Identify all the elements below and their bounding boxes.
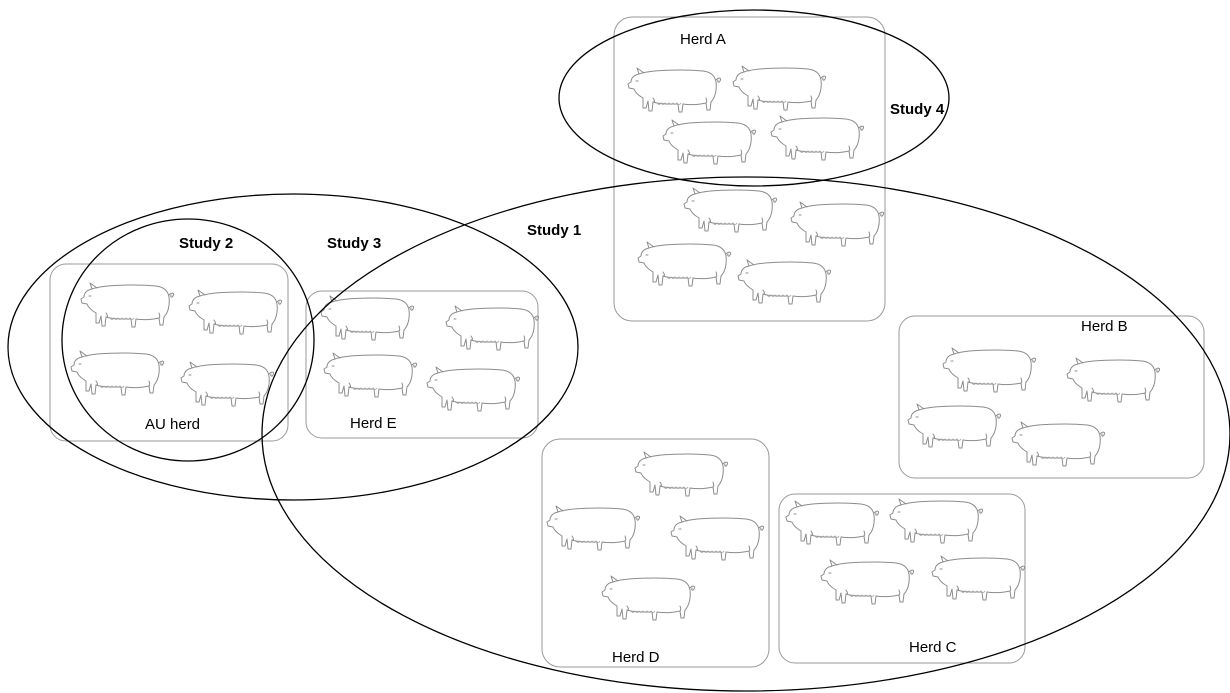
herd-a-label: Herd A (680, 31, 726, 48)
herd-d (542, 439, 769, 667)
pig-icon (71, 351, 164, 395)
herd-b-box (899, 316, 1204, 478)
pig-icon (427, 367, 520, 411)
pig-icon (771, 116, 864, 160)
herd-e (306, 291, 539, 438)
study-1-label: Study 1 (527, 222, 582, 239)
pig-icon (791, 202, 884, 246)
pig-icon (81, 283, 174, 327)
pig-icon (663, 120, 756, 164)
pig-icon (321, 296, 414, 340)
study-1-ellipse (262, 177, 1230, 691)
pig-icon (602, 576, 695, 620)
herd-a-box (614, 17, 885, 321)
herd-e-label: Herd E (350, 415, 397, 432)
study-3-ellipse (8, 194, 578, 500)
pig-icon (628, 68, 721, 112)
herd-au (50, 264, 288, 441)
pig-icon (189, 290, 282, 334)
herd-c-box (779, 494, 1025, 663)
pig-icon (821, 560, 914, 604)
pig-icon (890, 499, 983, 543)
pig-icon (738, 260, 831, 304)
pig-icon (733, 66, 826, 110)
study-3-label: Study 3 (327, 235, 382, 252)
herd-a (614, 17, 885, 321)
pig-icon (181, 362, 274, 406)
pig-icon (932, 556, 1025, 600)
herd-c-label: Herd C (909, 639, 957, 656)
pig-icon (684, 188, 777, 232)
pig-icon (635, 452, 728, 496)
herd-b (899, 316, 1204, 478)
study-4-label: Study 4 (890, 101, 945, 118)
pig-icon (446, 306, 539, 350)
pig-icon (1067, 358, 1160, 402)
herd-au-label: AU herd (145, 416, 201, 433)
pig-icon (943, 348, 1036, 392)
pig-icon (671, 516, 764, 560)
study-4-ellipse (559, 10, 949, 186)
herd-au-box (50, 264, 288, 441)
herd-b-label: Herd B (1081, 318, 1128, 335)
pig-icon (547, 506, 640, 550)
pig-icon (324, 353, 417, 397)
pig-icon (786, 501, 879, 545)
herd-e-box (306, 291, 538, 438)
herd-c (779, 494, 1025, 663)
pig-icon (1012, 422, 1105, 466)
pig-icon (908, 404, 1001, 448)
herd-d-label: Herd D (612, 649, 660, 666)
study-2-label: Study 2 (179, 235, 234, 252)
pig-icon (638, 242, 731, 286)
